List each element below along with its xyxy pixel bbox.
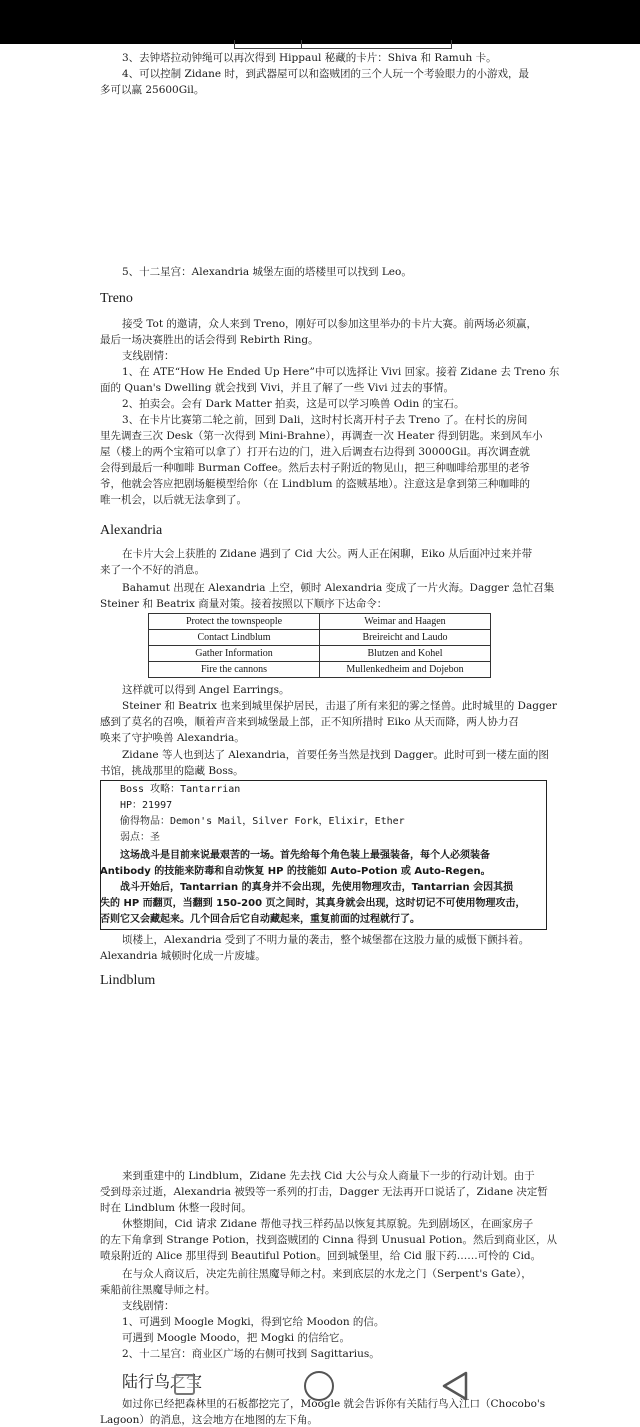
table-cell: Breireicht and Laudo [320,630,491,646]
text-line: 唯一机会，以后就无法拿到了。 [100,494,247,506]
text-line: Lagoon）的消息，这会地方在地图的左下角。 [100,1414,318,1426]
text-line: 面的 Quan's Dwelling 就会找到 Vivi，并且了解了一些 Vivi 过去的事情。 [100,382,454,394]
text-line: 会得到最后一种咖啡 Burman Coffee。然后去村子附近的物见山，把三种咖啡给那里的老爷 [100,462,530,474]
text-line: 1、在 ATE“How He Ended Up Here”中可以选择让 Vivi 回家。接着 Zidane 去 Treno 东 [122,366,560,378]
command-table [148,613,491,678]
section-heading-treno: Treno [100,291,133,306]
boss-line: 弱点：圣 [120,832,160,843]
text-line: 屋（楼上的两个宝箱可以拿了）打开右边的门，进入后调查右边得到 30000Gil。再次调查就 [100,446,530,458]
text-line: 唤来了守护唤兽 Alexandria。 [100,732,245,744]
text-line: 来了一个不好的消息。 [100,564,205,576]
text-line: 接受 Tot 的邀请，众人来到 Treno，刚好可以参加这里举办的卡片大赛。前两场必须赢， [122,318,538,330]
text-line: 书馆，挑战那里的隐藏 Boss。 [100,765,244,777]
boss-line: 偷得物品：Demon's Mail，Silver Fork，Elixir，Ether [120,816,405,827]
text-line: 受到母亲过逝，Alexandria 被毁等一系列的打击，Dagger 无法再开口说话了，Zidane 决定暂 [100,1186,548,1198]
text-line: 1、可遇到 Moogle Mogki，得到它给 Moodon 的信。 [122,1316,385,1328]
boss-line: Boss 攻略：Tantarrian [120,784,241,795]
boss-line: 否则它又会藏起来。几个回合后它自动藏起来，重复前面的过程就行了。 [100,914,420,925]
text-line: 在与众人商议后，决定先前往黑魔导师之村。来到底层的水龙之门（Serpent's Gate）， [122,1268,532,1280]
text-line: 顷楼上，Alexandria 受到了不明力量的袭击，整个城堡都在这股力量的威慑下颤抖着。 [122,934,530,946]
text-line: 多可以赢 25600Gil。 [100,84,205,96]
text-line: 时在 Lindblum 休整一段时间。 [100,1202,252,1214]
section-heading-lindblum: Lindblum [100,973,156,988]
boss-line: Antibody 的技能来防毒和自动恢复 HP 的技能如 Auto-Potion 或 Auto-Regen。 [100,866,491,877]
text-line: 支线剧情： [122,350,175,362]
table-cell: Blutzen and Kohel [320,646,491,662]
table-cell: Mullenkedheim and Dojebon [320,662,491,678]
text-line: Bahamut 出现在 Alexandria 上空，顿时 Alexandria 变成了一片火海。Dagger 急忙召集 [122,582,555,594]
text-line: 的左下角拿到 Strange Potion，找到盗贼团的 Cinna 得到 Unusual Potion。然后到商业区，从 [100,1234,557,1246]
table-fragment [234,40,452,49]
text-line: Steiner 和 Beatrix 也来到城里保护居民，击退了所有来犯的雾之怪兽。此时城里的 Dagger [122,700,557,712]
text-line: 支线剧情： [122,1300,175,1312]
text-line: 来到重建中的 Lindblum，Zidane 先去找 Cid 大公与众人商量下一步的行动计划。由于 [122,1170,535,1182]
boss-line: 战斗开始后，Tantarrian 的真身并不会出现，先使用物理攻击，Tantarrian 会因其损 [120,882,514,893]
text-line: 这样就可以得到 Angel Earrings。 [122,684,290,696]
table-cell: Gather Information [149,646,320,662]
table-cell: Weimar and Haagen [320,614,491,630]
text-line: 感到了莫名的召唤，顺着声音来到城堡最上部，正不知所措时 Eiko 从天而降，两人协力召 [100,716,519,728]
text-line: 如过你已经把森林里的石板都挖完了，Moogle 就会告诉你有关陆行鸟入江口（Chocobo's [122,1398,546,1410]
text-line: 4、可以控制 Zidane 时，到武器屋可以和盗贼团的三个人玩一个考验眼力的小游戏，最 [122,68,529,80]
text-line: Zidane 等人也到达了 Alexandria，首要任务当然是找到 Dagger。此时可到一楼左面的图 [122,749,549,761]
text-line: Alexandria 城顿时化成一片废墟。 [100,950,266,962]
text-line: 喷泉附近的 Alice 那里得到 Beautiful Potion。回到城堡里，给 Cid 服下药……可怜的 Cid。 [100,1250,542,1262]
status-bar [0,0,640,44]
section-heading-alexandria: Alexandria [100,523,163,538]
table-cell: Contact Lindblum [149,630,320,646]
text-line: 3、去钟塔拉动钟绳可以再次得到 Hippaul 秘藏的卡片：Shiva 和 Ramuh 卡。 [122,52,497,64]
text-line: 乘船前往黑魔导师之村。 [100,1284,216,1296]
table-row [149,614,491,630]
table-cell: Fire the cannons [149,662,320,678]
boss-line: 这场战斗是目前来说最艰苦的一场。首先给每个角色装上最强装备，每个人必须装备 [120,850,490,861]
section-heading-chocobo: 陆行鸟之宝 [122,1372,203,1391]
text-line: 5、十二星宫：Alexandria 城堡左面的塔楼里可以找到 Leo。 [122,266,412,278]
table-cell: Protect the townspeople [149,614,320,630]
text-line: 2、十二星宫：商业区广场的右侧可找到 Sagittarius。 [122,1348,380,1360]
text-line: 3、在卡片比赛第二轮之前，回到 Dali，这时村长离开村子去 Treno 了。在村长的房间 [122,414,528,426]
text-line: 2、拍卖会。会有 Dark Matter 拍卖，这是可以学习唤兽 Odin 的宝石。 [122,398,465,410]
boss-line: 失的 HP 而翻页，当翻到 150-200 页之间时，其真身就会出现，这时切记不可使用物理攻击， [100,898,526,909]
text-line: Steiner 和 Beatrix 商量对策。接着按照以下顺序下达命令： [100,598,388,610]
boss-line: HP：21997 [120,800,173,811]
home-button[interactable] [304,1371,334,1401]
recent-apps-button[interactable] [174,1374,195,1395]
table-row [149,662,491,678]
text-line: 休整期间，Cid 请求 Zidane 帮他寻找三样药品以恢复其原貌。先到剧场区，在画家房子 [122,1218,534,1230]
text-line: 可遇到 Moogle Moodo，把 Mogki 的信给它。 [122,1332,350,1344]
table-row [149,646,491,662]
table-row [149,630,491,646]
text-line: 最后一场决赛胜出的话会得到 Rebirth Ring。 [100,334,319,346]
text-line: 里先调查三次 Desk（第一次得到 Mini-Brahne），再调查一次 Heater 得到钥匙。来到风车小 [100,430,543,442]
text-line: 爷，他就会答应把剧场艇模型给你（在 Lindblum 的盗贼基地）。注意这是拿到第三种咖啡的 [100,478,531,490]
back-button[interactable] [438,1370,472,1402]
text-line: 在卡片大会上获胜的 Zidane 遇到了 Cid 大公。两人正在闲聊，Eiko 从后面冲过来并带 [122,548,533,560]
